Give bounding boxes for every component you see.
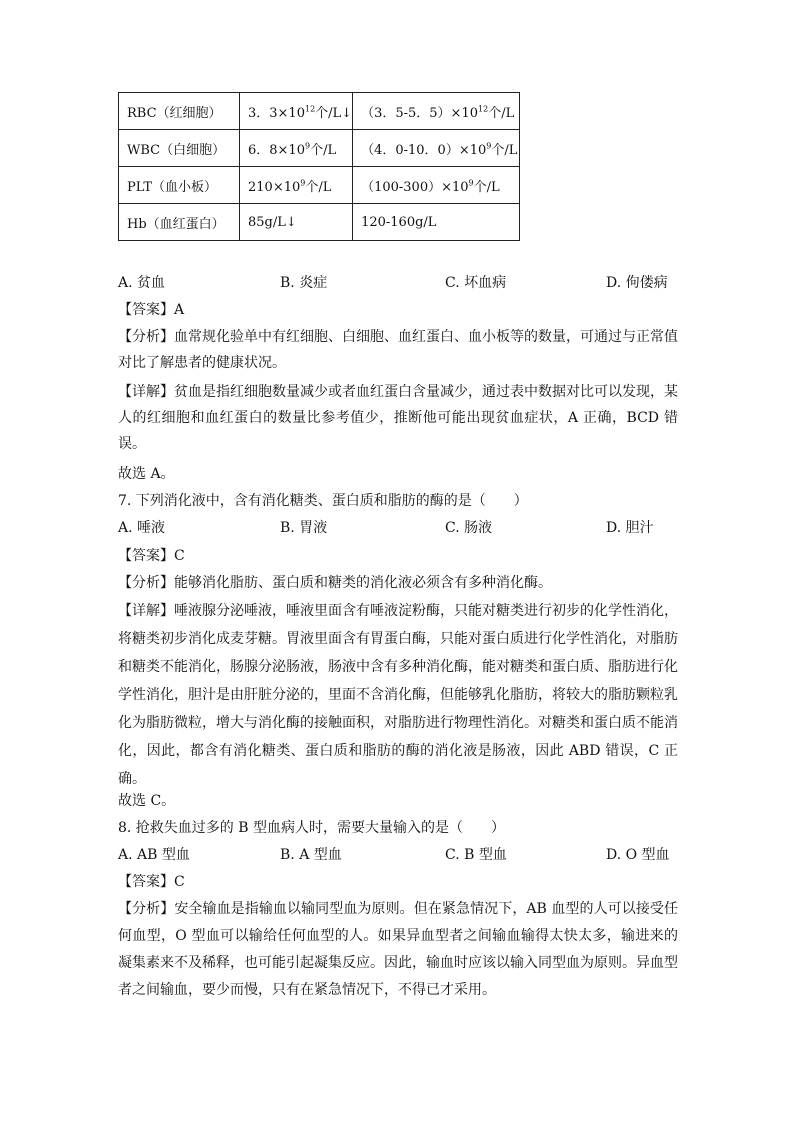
q8-answer: 【答案】C <box>118 874 185 890</box>
table-row <box>119 204 520 241</box>
q7-answer: 【答案】C <box>118 548 185 564</box>
blood-test-table <box>118 92 520 241</box>
table-cell: PLT（血小板） <box>119 167 240 204</box>
q7-options <box>118 515 678 541</box>
q7-option-a: A. 唾液 <box>118 520 166 536</box>
table-cell: （4．0-10．$0)\times 10^9$个/L <box>353 130 520 167</box>
q6-option-d: D. 佝偻病 <box>606 275 668 291</box>
table-cell: $(100-300)\times 10^9$个/L <box>353 167 520 204</box>
table-cell: $210\times 10^9$个/L <box>240 167 353 204</box>
q7-option-d: D. 胆汁 <box>606 520 654 536</box>
table-row <box>119 93 520 130</box>
table-cell: WBC（白细胞） <box>119 130 240 167</box>
q6-answer: 【答案】A <box>118 302 185 318</box>
q6-detail: 【详解】贫血是指红细胞数量减少或者血红蛋白含量减少，通过表中数据对比可以发现，某人的红细胞和血红蛋白的数量比参考值少，推断他可能出现贫血症状，A 正确，BCD 错误。 <box>118 384 678 452</box>
q8-options <box>118 842 678 868</box>
q8-option-b: B. A 型血 <box>280 847 342 863</box>
q8-option-d: D. O 型血 <box>606 847 670 863</box>
q8-analysis: 【分析】安全输血是指输血以输同型血为原则。但在紧急情况下，AB 血型的人可以接受任何血型，O 型血可以输给任何血型的人。如果异血型者之间输血输得太快太多，输进来的凝集素来不及稀释，也可能引起凝集反应。因此，输血时应该以输入同型血为原则。异血型者之间输血，要少而慢，只有在紧急情况下，不得已才采用。 <box>118 901 679 998</box>
q7-option-b: B. 胃液 <box>280 520 328 536</box>
q6-option-c: C. 坏血病 <box>445 275 507 291</box>
table-cell: 120-160g/L <box>353 204 520 241</box>
q6-option-a: A. 贫血 <box>118 275 166 291</box>
q7-detail: 【详解】唾液腺分泌唾液，唾液里面含有唾液淀粉酶，只能对糖类进行初步的化学性消化，将糖类初步消化成麦芽糖。胃液里面含有胃蛋白酶，只能对蛋白质进行化学性消化，对脂肪和糖类不能消化，肠腺分泌肠液，肠液中含有多种消化酶，能对糖类和蛋白质、脂肪进行化学性消化，胆汁是由肝脏分泌的，里面不含消化酶，但能够乳化脂肪，将较大的脂肪颗粒乳化为脂肪微粒，增大与消化酶的接触面积，对脂肪进行物理性消化。对糖类和蛋白质不能消化，因此，都含有消化糖类、蛋白质和脂肪的酶的消化液是肠液，因此 ABD 错误，C 正确。 <box>118 603 678 787</box>
q7-option-c: C. 肠液 <box>445 520 493 536</box>
q7-analysis: 【分析】能够消化脂肪、蛋白质和糖类的消化液必须含有多种消化酶。 <box>118 575 552 591</box>
table-cell: RBC（红细胞） <box>119 93 240 130</box>
table-cell: 3．$3\times 10^{12}$个/L↓ <box>240 93 353 130</box>
table-row <box>119 167 520 204</box>
table-cell: Hb（血红蛋白） <box>119 204 240 241</box>
table-cell: 85g/L↓ <box>240 204 353 241</box>
q6-choose: 故选 A。 <box>118 466 175 482</box>
q7-choose: 故选 C。 <box>118 793 176 809</box>
table-cell: 6．$8\times 10^9$个/L <box>240 130 353 167</box>
q8-option-c: C. B 型血 <box>445 847 507 863</box>
table-cell: （3．5-5．$5)\times 10^{12}$个/L <box>353 93 520 130</box>
q6-analysis: 【分析】血常规化验单中有红细胞、白细胞、血红蛋白、血小板等的数量，可通过与正常值对比了解患者的健康状况。 <box>118 329 678 371</box>
q8-question: 8. 抢救失血过多的 B 型血病人时，需要大量输入的是（ ） <box>118 820 505 836</box>
table-row <box>119 130 520 167</box>
q6-options <box>118 270 678 296</box>
q8-option-a: A. AB 型血 <box>118 847 190 863</box>
q6-option-b: B. 炎症 <box>280 275 328 291</box>
q7-question: 7. 下列消化液中，含有消化糖类、蛋白质和脂肪的酶的是（ ） <box>118 493 528 509</box>
